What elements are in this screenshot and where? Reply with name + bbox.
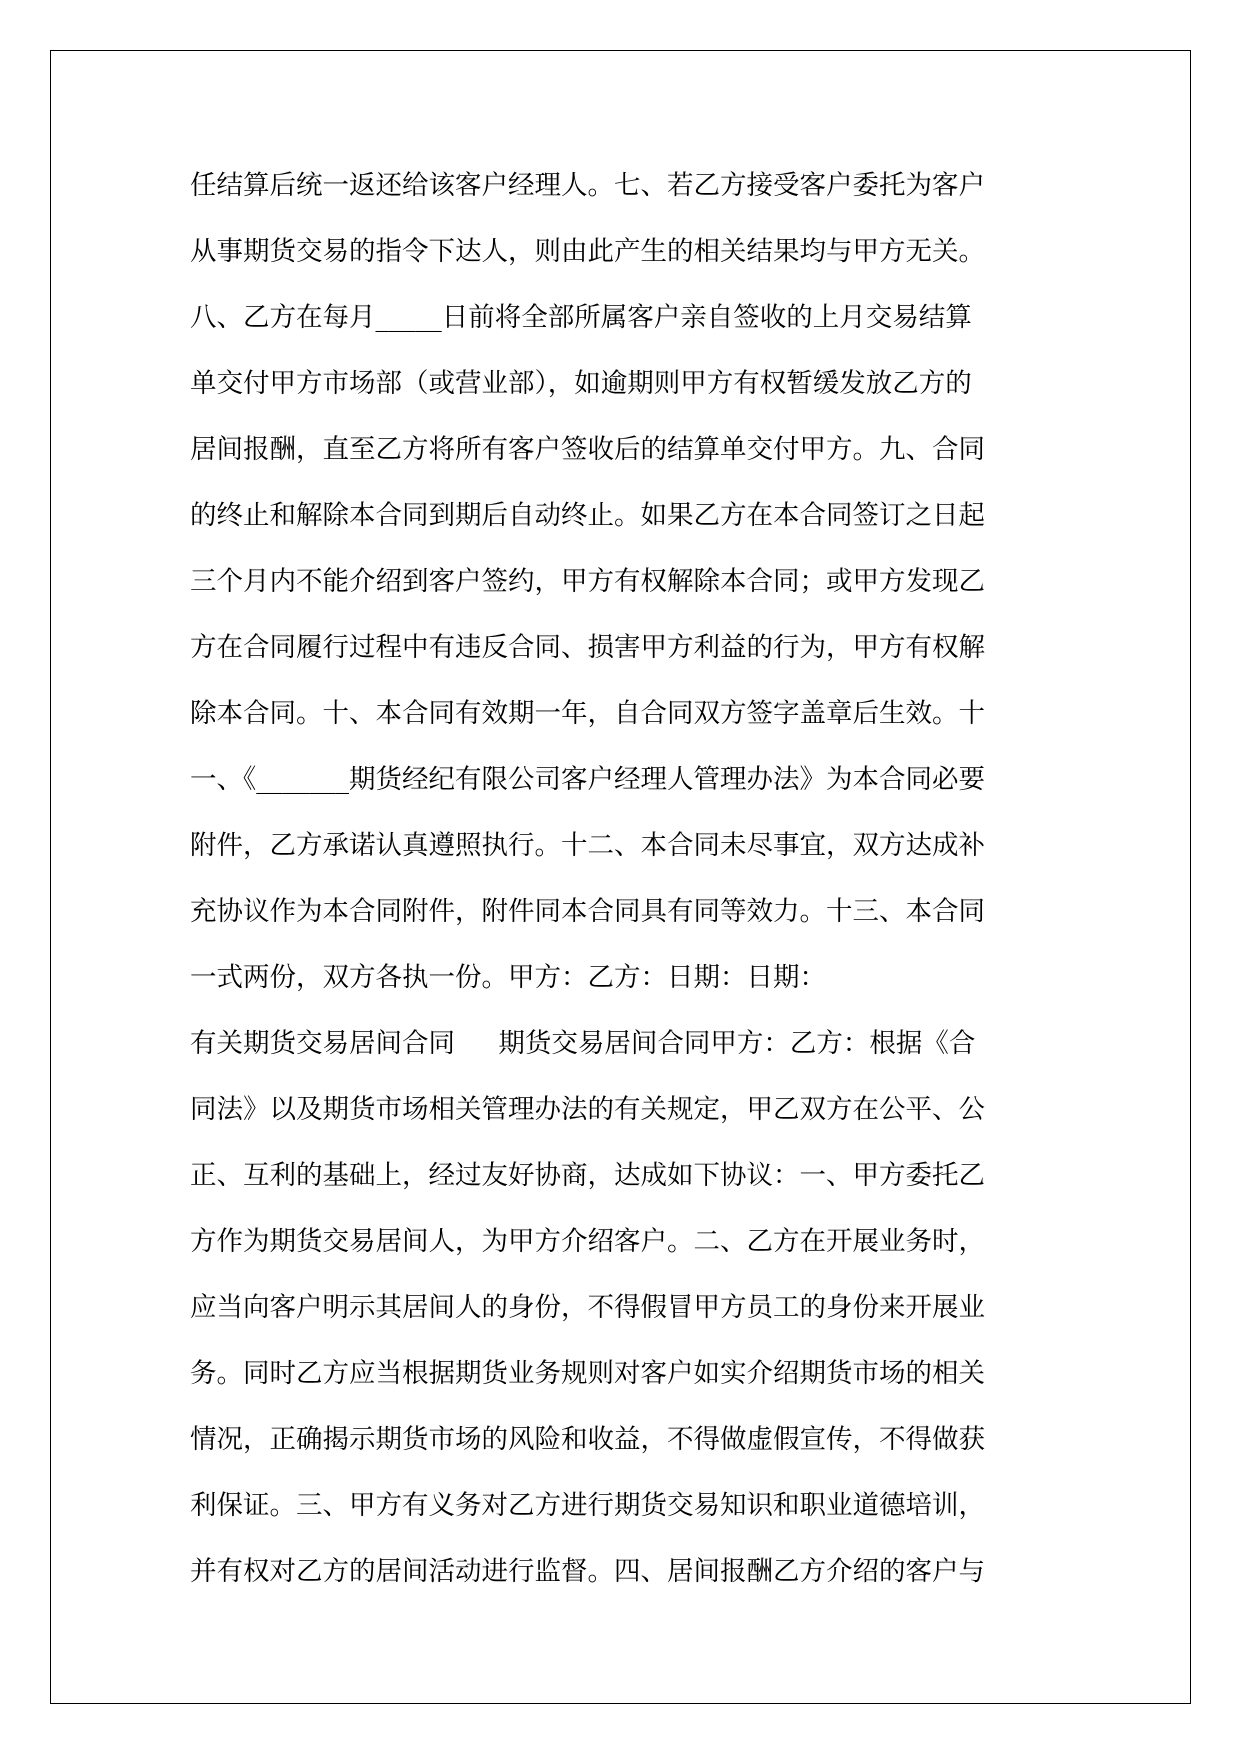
text-line: 方作为期货交易居间人，为甲方介绍客户。二、乙方在开展业务时， — [190, 1226, 985, 1257]
text-line: 充协议作为本合同附件，附件同本合同具有同等效力。十三、本合同 — [190, 896, 985, 927]
text-line: 并有权对乙方的居间活动进行监督。四、居间报酬乙方介绍的客户与 — [190, 1556, 985, 1587]
text-line: 三个月内不能介绍到客户签约，甲方有权解除本合同；或甲方发现乙 — [190, 566, 985, 597]
text-line: 一、《_______期货经纪有限公司客户经理人管理办法》为本合同必要 — [190, 764, 985, 795]
text-line: 利保证。三、甲方有义务对乙方进行期货交易知识和职业道德培训， — [190, 1490, 985, 1521]
document-body — [190, 153, 1070, 1605]
text-line: 有关期货交易居间合同 期货交易居间合同甲方：乙方：根据《合 — [190, 1028, 976, 1059]
text-line: 方在合同履行过程中有违反合同、损害甲方利益的行为，甲方有权解 — [190, 632, 985, 663]
text-line: 从事期货交易的指令下达人，则由此产生的相关结果均与甲方无关。 — [190, 236, 985, 267]
text-line: 附件，乙方承诺认真遵照执行。十二、本合同未尽事宜，双方达成补 — [190, 830, 985, 861]
text-line: 单交付甲方市场部（或营业部），如逾期则甲方有权暂缓发放乙方的 — [190, 368, 972, 399]
text-line: 一式两份，双方各执一份。甲方：乙方：日期：日期： — [190, 962, 826, 993]
text-line: 居间报酬，直至乙方将所有客户签收后的结算单交付甲方。九、合同 — [190, 434, 985, 465]
text-line: 务。同时乙方应当根据期货业务规则对客户如实介绍期货市场的相关 — [190, 1358, 985, 1389]
text-line: 任结算后统一返还给该客户经理人。七、若乙方接受客户委托为客户 — [190, 170, 985, 201]
text-line: 情况，正确揭示期货市场的风险和收益，不得做虚假宣传，不得做获 — [190, 1424, 985, 1455]
text-line: 正、互利的基础上，经过友好协商，达成如下协议：一、甲方委托乙 — [190, 1160, 985, 1191]
text-line: 的终止和解除本合同到期后自动终止。如果乙方在本合同签订之日起 — [190, 500, 985, 531]
text-line: 八、乙方在每月_____日前将全部所属客户亲自签收的上月交易结算 — [190, 302, 972, 333]
text-line: 除本合同。十、本合同有效期一年，自合同双方签字盖章后生效。十 — [190, 698, 985, 729]
text-line: 应当向客户明示其居间人的身份，不得假冒甲方员工的身份来开展业 — [190, 1292, 985, 1323]
text-line: 同法》以及期货市场相关管理办法的有关规定，甲乙双方在公平、公 — [190, 1094, 985, 1125]
